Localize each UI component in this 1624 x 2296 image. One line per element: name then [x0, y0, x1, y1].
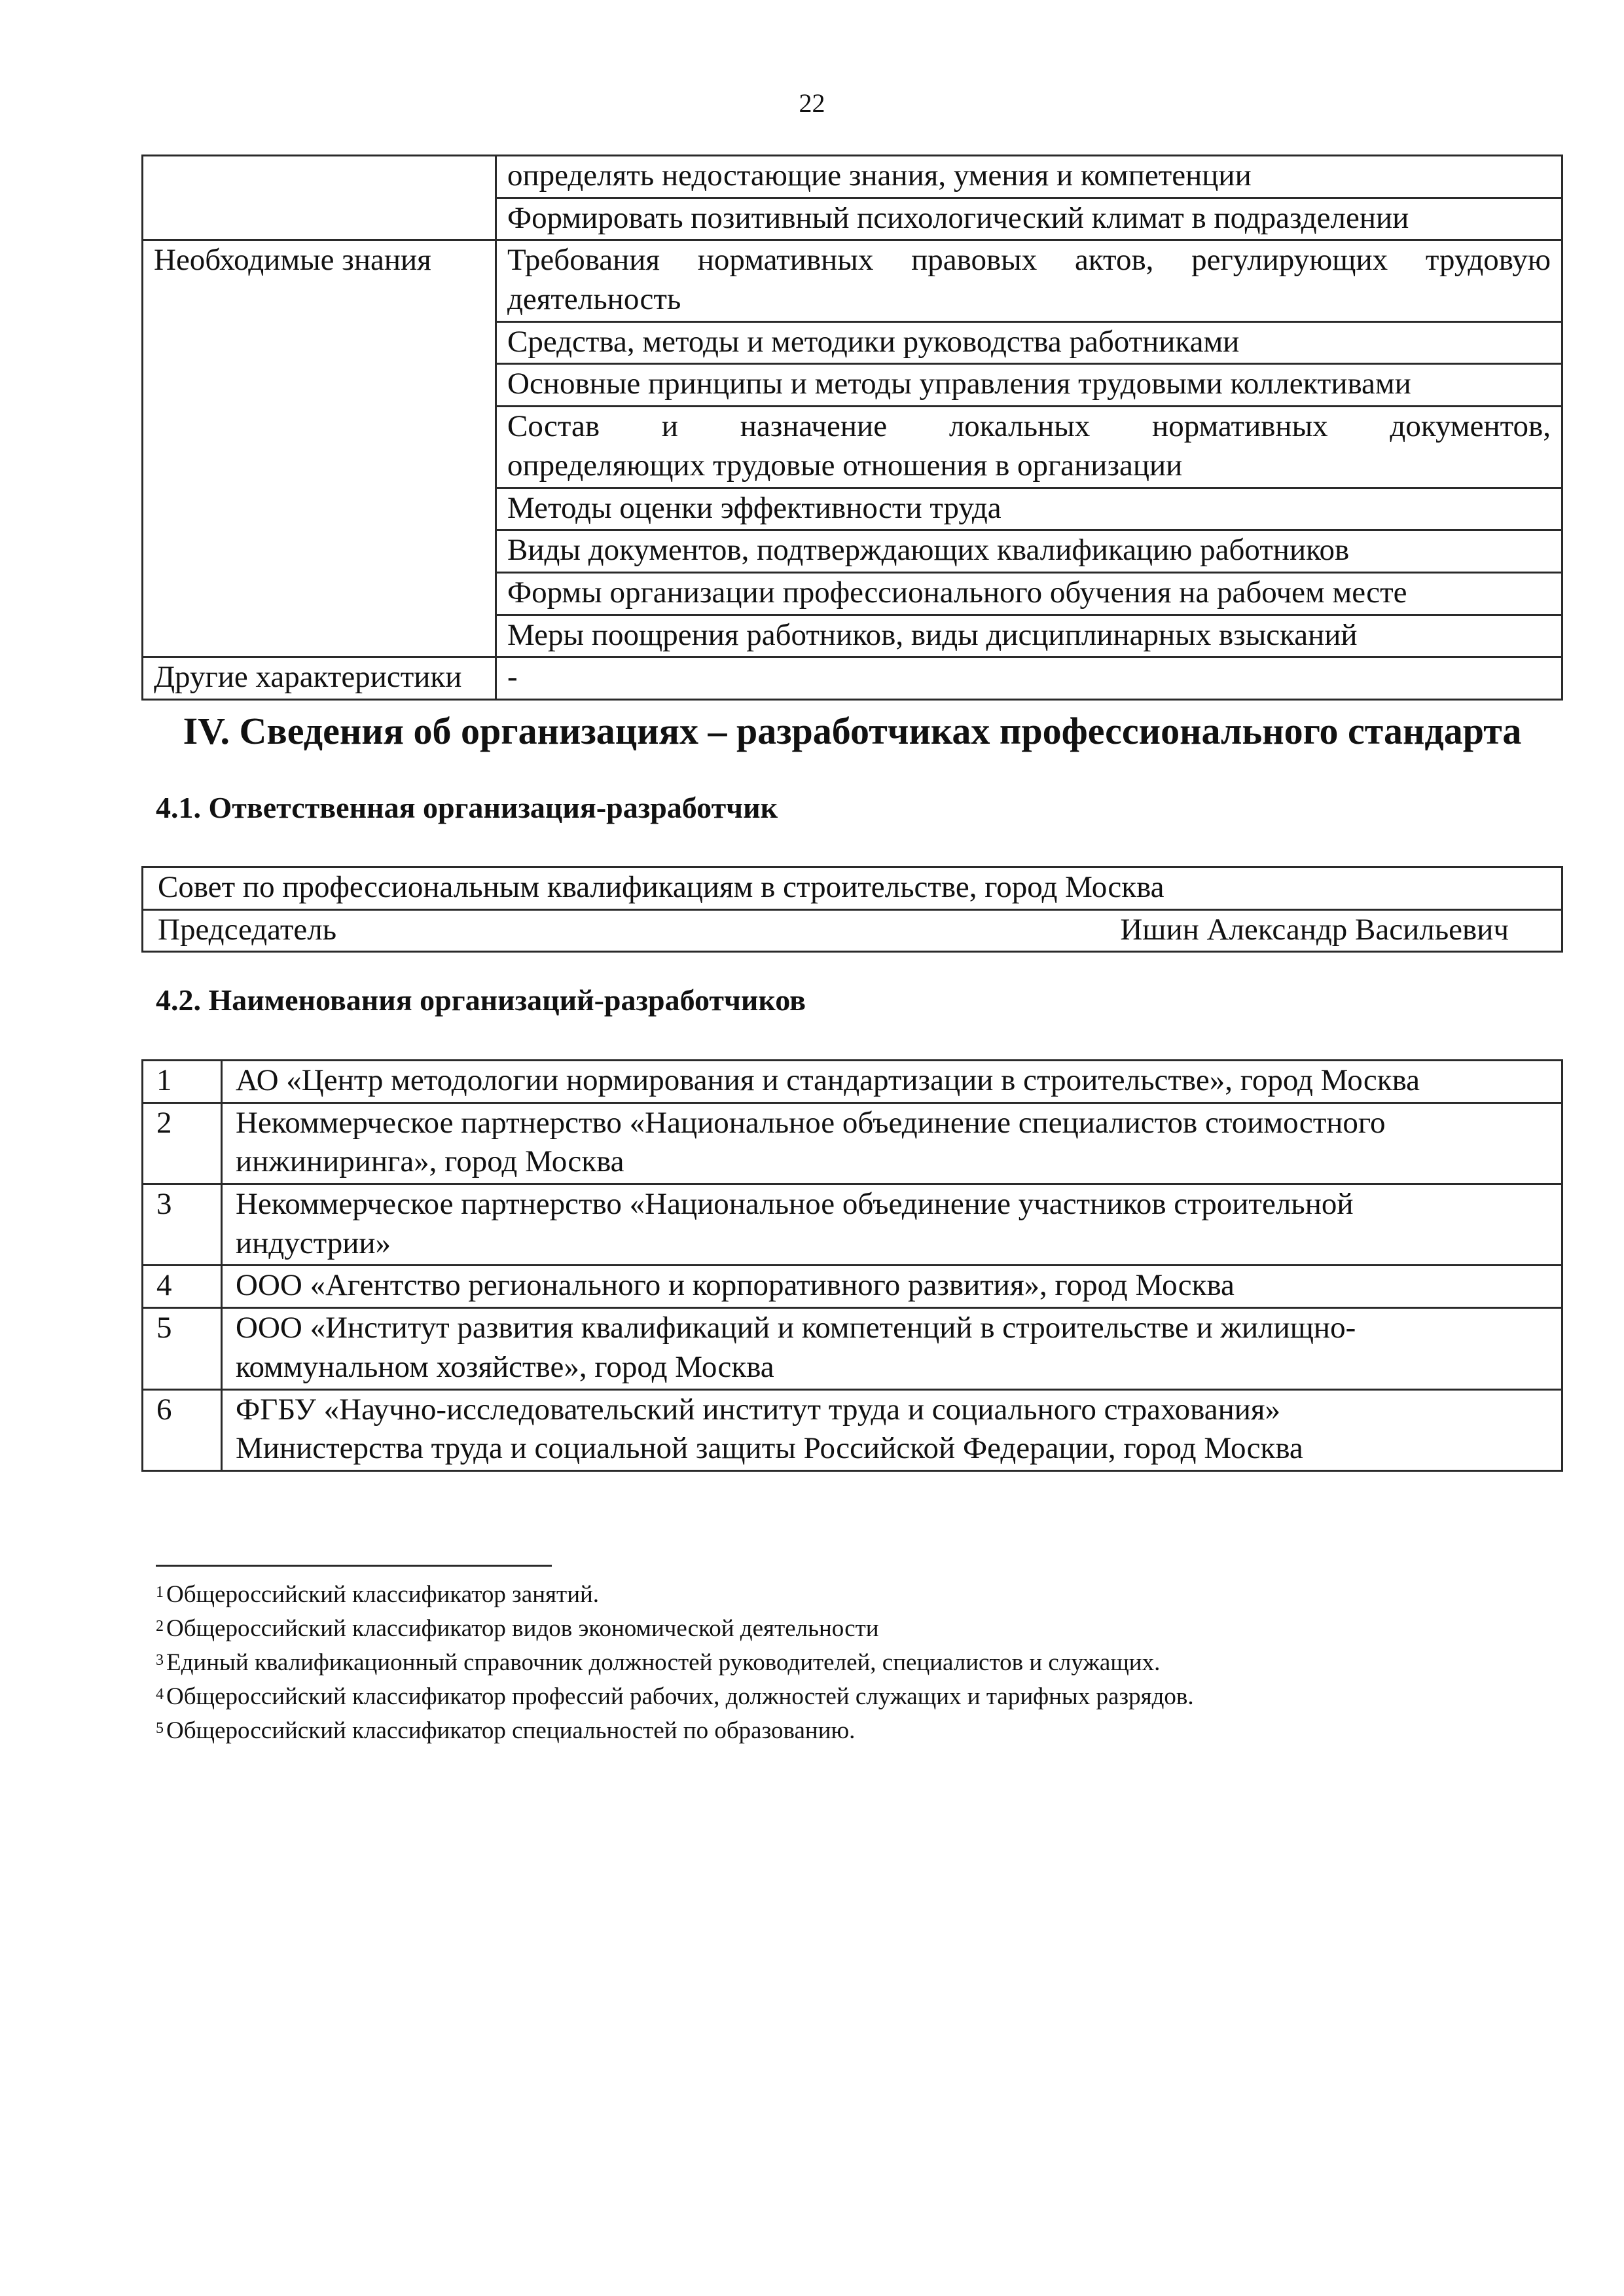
table-row: [143, 867, 1562, 910]
footnote-mark: 2: [156, 1618, 164, 1635]
table-row: [143, 156, 1562, 198]
knowledge-text-line: определяющих трудовые отношения в организации: [507, 448, 1183, 483]
org-name: [222, 1266, 1562, 1308]
org-chairman-cell: [143, 909, 1562, 952]
skill-cell: Формировать позитивный психологический климат в подразделении: [496, 198, 1562, 240]
table-row: [143, 1102, 1562, 1184]
responsible-org-table: [141, 866, 1563, 953]
org-name: [222, 1308, 1562, 1389]
subsection-title-responsible: 4.1. Ответственная организация-разработчик: [156, 791, 778, 824]
table-row: [143, 407, 1562, 488]
org-name-line: ООО «Институт развития квалификаций и компетенций в строительстве и жилищно-: [236, 1311, 1356, 1345]
label-cell-empty: [143, 488, 496, 530]
org-name: Совет по профессиональным квалификациям в строительстве, город Москва: [143, 867, 1562, 910]
knowledge-cell: Меры поощрения работников, виды дисциплинарных взысканий: [496, 615, 1562, 657]
label-cell-empty: [143, 198, 496, 240]
footnote-text: Общероссийский классификатор профессий рабочих, должностей служащих и тарифных разрядов.: [166, 1683, 1194, 1710]
table-row: [143, 1266, 1562, 1308]
org-name-line: Некоммерческое партнерство «Национальное объединение участников строительной: [236, 1187, 1354, 1222]
table-row: [143, 1389, 1562, 1470]
table-row: [143, 321, 1562, 364]
footnote-text: Единый квалификационный справочник должностей руководителей, специалистов и служащих.: [166, 1649, 1161, 1676]
footnote-mark: 4: [156, 1686, 164, 1703]
table-row: [143, 615, 1562, 657]
requirements-table: [141, 155, 1563, 701]
org-name-line: индустрии»: [236, 1226, 391, 1260]
org-name: [222, 1061, 1562, 1103]
footnote-mark: 5: [156, 1720, 164, 1737]
org-name-line: Министерства труда и социальной защиты Российской Федерации, город Москва: [236, 1431, 1303, 1466]
footnote-text: Общероссийский классификатор видов экономической деятельности: [166, 1615, 879, 1642]
table-row: [143, 198, 1562, 240]
footnote-text: Общероссийский классификатор занятий.: [166, 1581, 600, 1608]
knowledge-cell: Формы организации профессионального обучения на рабочем месте: [496, 572, 1562, 615]
row-number: 6: [143, 1389, 222, 1470]
table-row: [143, 909, 1562, 952]
footnote: [156, 1578, 1557, 1612]
row-number: 1: [143, 1061, 222, 1103]
org-name-line: ООО «Агентство регионального и корпоративного развития», город Москва: [236, 1268, 1235, 1303]
org-name: [222, 1184, 1562, 1266]
knowledge-cell: Основные принципы и методы управления трудовыми коллективами: [496, 364, 1562, 407]
table-row: [143, 1308, 1562, 1389]
row-number: 5: [143, 1308, 222, 1389]
footnote-text: Общероссийский классификатор специальностей по образованию.: [166, 1717, 856, 1744]
footnote-mark: 1: [156, 1584, 164, 1601]
label-cell-empty: [143, 364, 496, 407]
knowledge-cell-multiline: [496, 407, 1562, 488]
knowledge-cell: Требования нормативных правовых актов, регулирующих трудовую деятельность: [496, 240, 1562, 321]
other-label: Другие характеристики: [143, 657, 496, 700]
footnote: [156, 1680, 1557, 1714]
subsection-title-developers: 4.2. Наименования организаций-разработчиков: [156, 983, 806, 1017]
knowledge-cell: Средства, методы и методики руководства работниками: [496, 321, 1562, 364]
page-number: 22: [799, 88, 825, 118]
table-row: [143, 240, 1562, 321]
footnotes: [156, 1578, 1557, 1748]
footnote: [156, 1646, 1557, 1680]
footnote: [156, 1714, 1557, 1748]
chairman-role: Председатель: [158, 912, 337, 947]
skill-cell: определять недостающие знания, умения и компетенции: [496, 156, 1562, 198]
org-name: [222, 1102, 1562, 1184]
table-row: [143, 572, 1562, 615]
knowledge-cell: Виды документов, подтверждающих квалификацию работников: [496, 530, 1562, 573]
org-name: [222, 1389, 1562, 1470]
table-row: [143, 1061, 1562, 1103]
footnote-divider: [156, 1565, 552, 1567]
table-row: [143, 530, 1562, 573]
other-value: -: [496, 657, 1562, 700]
footnote-mark: 3: [156, 1652, 164, 1669]
chairman-name: Ишин Александр Васильевич: [1120, 912, 1509, 947]
row-number: 4: [143, 1266, 222, 1308]
label-cell-empty: [143, 321, 496, 364]
org-name-line: инжиниринга», город Москва: [236, 1144, 624, 1179]
section-title: IV. Сведения об организациях – разработчиках профессионального стандарта: [183, 710, 1522, 752]
label-cell-empty: [143, 530, 496, 573]
label-cell-empty: [143, 156, 496, 198]
developer-orgs-table: [141, 1059, 1563, 1472]
knowledge-label: Необходимые знания: [143, 240, 496, 321]
table-row: [143, 1184, 1562, 1266]
footnote: [156, 1612, 1557, 1646]
knowledge-cell: Методы оценки эффективности труда: [496, 488, 1562, 530]
org-name-line: АО «Центр методологии нормирования и стандартизации в строительстве», город Москва: [236, 1063, 1420, 1097]
table-row: [143, 364, 1562, 407]
org-name-line: ФГБУ «Научно-исследовательский институт труда и социального страхования»: [236, 1392, 1281, 1427]
knowledge-text-line: Состав и назначение локальных нормативных документов,: [507, 409, 1551, 444]
org-name-line: коммунальном хозяйстве», город Москва: [236, 1349, 774, 1384]
label-cell-empty: [143, 407, 496, 488]
table-row: [143, 657, 1562, 700]
label-cell-empty: [143, 572, 496, 615]
label-cell-empty: [143, 615, 496, 657]
row-number: 2: [143, 1102, 222, 1184]
row-number: 3: [143, 1184, 222, 1266]
table-row: [143, 488, 1562, 530]
org-name-line: Некоммерческое партнерство «Национальное объединение специалистов стоимостного: [236, 1105, 1386, 1140]
